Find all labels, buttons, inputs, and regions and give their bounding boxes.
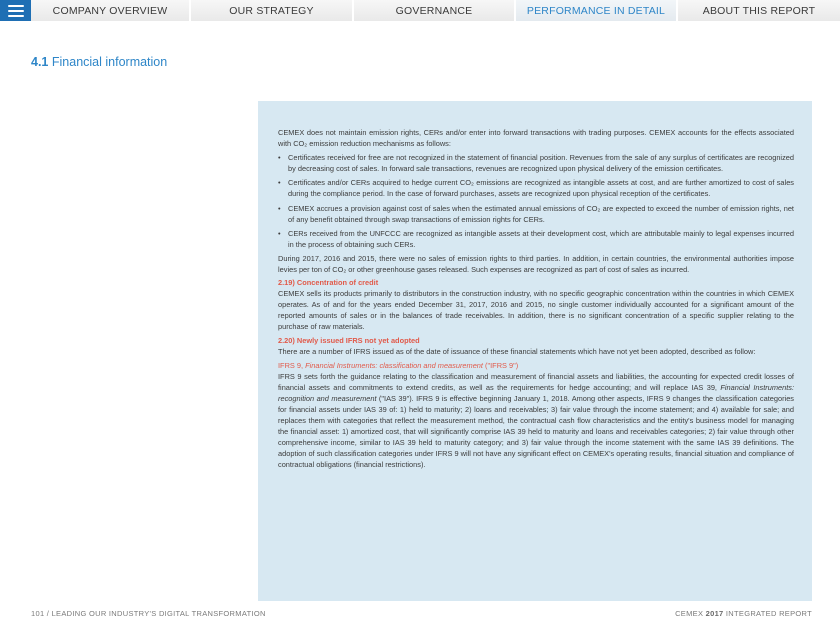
emission-bullet-list <box>278 152 794 250</box>
list-item: • CERs received from the UNFCCC are recognized as intangible assets at their development cost, which are attributable mainly to legal expenses incurred in the process of obtaining such CERs. <box>278 228 794 250</box>
content-panel <box>258 101 812 601</box>
section-number: 4.1 <box>31 55 49 69</box>
footer-page-label: 101 / LEADING OUR INDUSTRY'S DIGITAL TRANSFORMATION <box>31 609 266 618</box>
list-item: • Certificates received for free are not recognized in the statement of financial position. Revenues from the sale of any surplus of certificates are recognized by decreasing cost of sales. In forward sale transactions, revenues are recognized upon physical delivery of the emission certificates. <box>278 152 794 174</box>
ifrs9-subheading: IFRS 9, Financial Instruments: classification and measurement ("IFRS 9") <box>278 360 519 370</box>
tab-governance[interactable]: GOVERNANCE <box>354 0 516 21</box>
tab-company-overview[interactable]: COMPANY OVERVIEW <box>31 0 191 21</box>
tab-about-this-report[interactable]: ABOUT THIS REPORT <box>678 0 840 21</box>
top-navigation <box>0 0 840 21</box>
content-body <box>278 127 794 474</box>
heading-concentration-of-credit: 2.19) Concentration of credit <box>278 278 379 288</box>
newly-issued-paragraph: There are a number of IFRS issued as of the date of issuance of these financial statements which have not yet been adopted, described as follow: <box>278 346 756 356</box>
tab-performance-in-detail[interactable]: PERFORMANCE IN DETAIL <box>516 0 678 21</box>
section-heading <box>31 55 167 69</box>
hamburger-menu-icon[interactable] <box>0 0 31 21</box>
sales-paragraph: During 2017, 2016 and 2015, there were no sales of emission rights to third parties. In addition, in certain countries, the environmental authorities impose levies per ton of CO₂ or other greenhouse gases released. Such expenses are recognized as part of cost of sales as incurred. <box>278 253 794 275</box>
section-title: Financial information <box>51 55 168 69</box>
tab-our-strategy[interactable]: OUR STRATEGY <box>191 0 354 21</box>
intro-paragraph: CEMEX does not maintain emission rights, CERs and/or enter into forward transactions with trading purposes. CEMEX accounts for the effects associated with CO₂ emission reduction mechanisms as follows: <box>278 128 794 149</box>
footer-report-title: CEMEX 2017 INTEGRATED REPORT <box>675 609 812 618</box>
ifrs9-paragraph: IFRS 9 sets forth the guidance relating to the classification and measurement of financial assets and liabilities, the accounting for expected credit losses of financial assets and commitments to extend credits, as well as the requirements for hedge accounting; and will replace IAS 39, Financial Instruments: recognition and measurement ("IAS 39"). IFRS 9 is effective beginning January 1, 2018. Among other aspects, IFRS 9 changes the classification categories for financial assets under IAS 39 of: 1) held to maturity; 2) loans and receivables; 3) fair value through the income statement; and 4) available for sale; and replaces them with categories that reflect the measurement method, the contractual cash flow characteristics and the entity's business model for managing the financial asset: 1) amortized cost, that will significantly comprise IAS 39 held to maturity and loans and receivables categories; 2) fair value through other comprehensive income, similar to IAS 39 held to maturity category; and 3) fair value through the income statement with the same IAS 39 definitions. The adoption of such classification categories under IFRS 9 will not have any significant effect on CEMEX's operating results, financial situation and compliance of contractual obligations (financial restrictions). <box>278 371 795 470</box>
heading-newly-issued-ifrs: 2.20) Newly issued IFRS not yet adopted <box>278 335 420 345</box>
list-item: • Certificates and/or CERs acquired to hedge current CO₂ emissions are recognized as intangible assets at cost, and are further amortized to cost of sales during the compliance period. In the case of forward purchases, assets are recognized upon physical reception of the certificates. <box>278 177 794 199</box>
list-item: • CEMEX accrues a provision against cost of sales when the estimated annual emissions of CO₂ are expected to exceed the number of emission rights, net of any benefit obtained through swap transactions of emission rights for CERs. <box>278 203 794 225</box>
concentration-paragraph: CEMEX sells its products primarily to distributors in the construction industry, with no specific geographic concentration within the countries in which CEMEX operates. As of and for the years ended December 31, 2017, 2016 and 2015, no single customer individually accounted for a significant amount of the reported amounts of sales or in the balances of trade receivables. In addition, there is no significant concentration of a specific supplier relating to the purchase of raw materials. <box>278 289 794 332</box>
